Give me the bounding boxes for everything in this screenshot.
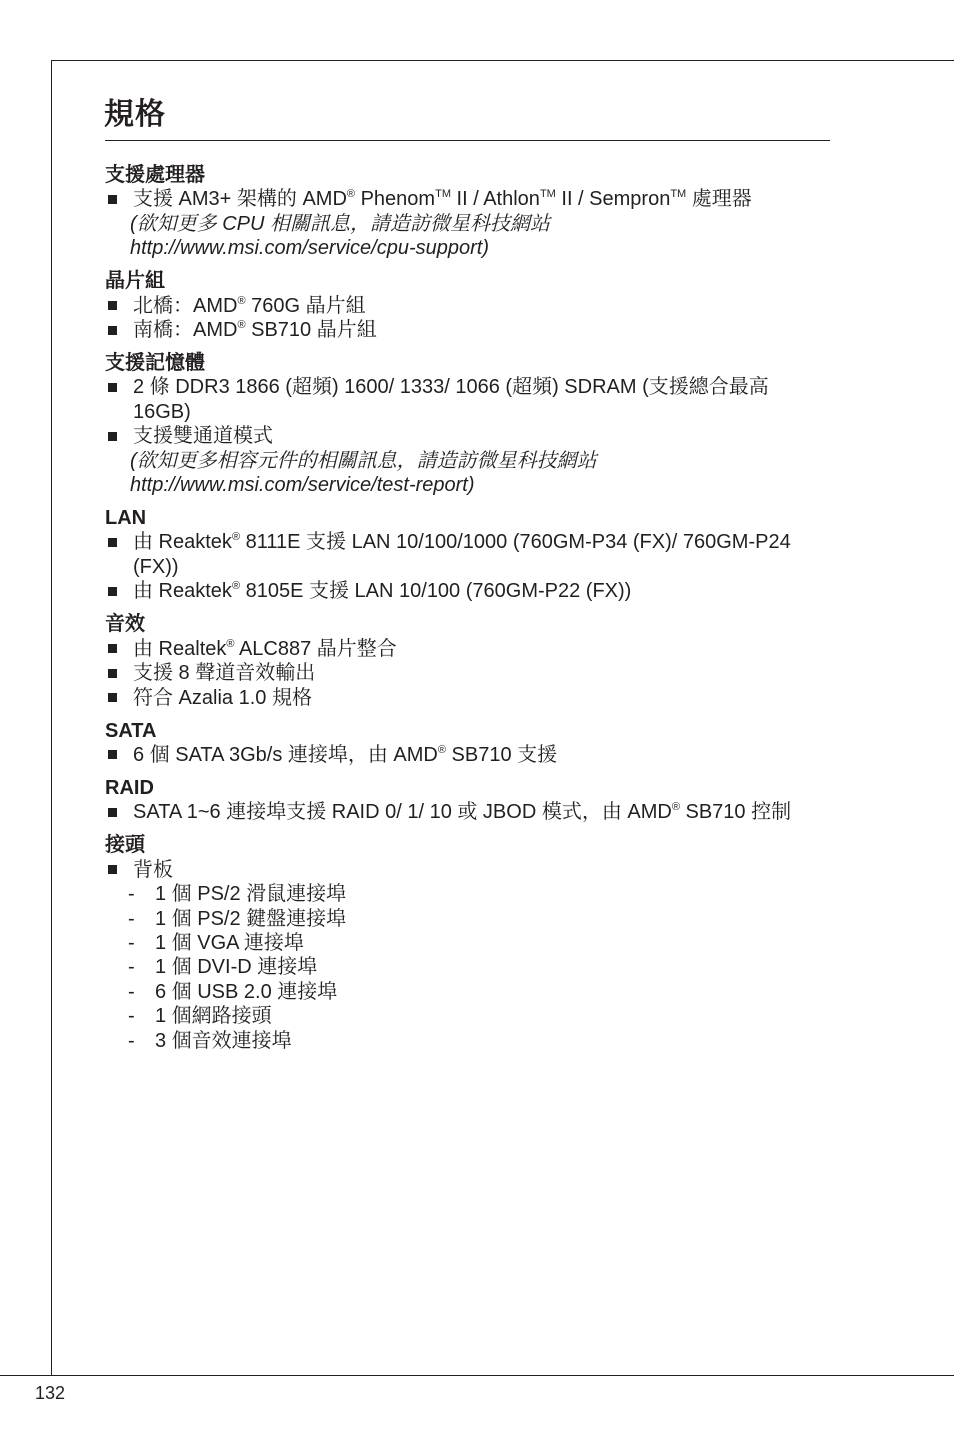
list-item-continuation: 16GB) xyxy=(133,400,191,423)
item-text: 北橋：AMD xyxy=(133,294,238,317)
section-heading: 支援記憶體 xyxy=(105,352,205,375)
section-heading: 接頭 xyxy=(105,834,145,857)
item-text: II / Athlon xyxy=(450,188,540,211)
sub-item-dvi-d: - 1 個 DVI-D 連接埠 xyxy=(105,955,830,979)
item-text: 南橋：AMD xyxy=(133,319,238,342)
spec-content xyxy=(105,163,830,1053)
list-item-cpu-support xyxy=(105,187,830,211)
frame-bottom-line xyxy=(0,1375,954,1376)
page-number: 132 xyxy=(35,1383,66,1403)
registered-mark: ® xyxy=(237,319,246,332)
item-text: Phenom xyxy=(355,188,436,211)
registered-mark: ® xyxy=(437,743,446,756)
sub-item-ps2-keyboard: - 1 個 PS/2 鍵盤連接埠 xyxy=(105,907,830,931)
section-heading: RAID xyxy=(105,776,154,799)
trademark-mark: TM xyxy=(539,188,556,201)
trademark-mark: TM xyxy=(435,188,451,201)
section-heading: 音效 xyxy=(105,613,145,636)
list-item-continuation: (FX)) xyxy=(133,555,179,578)
sub-item-ps2-mouse: - 1 個 PS/2 滑鼠連接埠 xyxy=(105,882,830,906)
registered-mark: ® xyxy=(231,580,241,593)
list-item-back-panel: 背板 xyxy=(105,858,830,882)
registered-mark: ® xyxy=(237,294,246,307)
item-text: SB710 晶片組 xyxy=(245,319,377,342)
registered-mark: ® xyxy=(346,188,356,201)
list-item-dual-channel: 支援雙通道模式 xyxy=(105,424,830,448)
item-text: 由 Reaktek xyxy=(133,580,232,603)
note-text: (欲知更多相容元件的相關訊息，請造訪微星科技網站 xyxy=(130,449,597,472)
item-text: II / Sempron xyxy=(555,188,671,211)
item-text: 處理器 xyxy=(686,188,752,211)
section-heading: 晶片組 xyxy=(105,270,165,293)
list-item-alc887 xyxy=(105,637,830,661)
item-text: SB710 支援 xyxy=(445,743,558,766)
page-title: 規格 xyxy=(104,98,166,131)
section-heading: 支援處理器 xyxy=(105,164,205,186)
frame-left-line xyxy=(51,60,52,1375)
sub-item-vga: - 1 個 VGA 連接埠 xyxy=(105,931,830,955)
item-text: 6 個 SATA 3Gb/s 連接埠，由 AMD xyxy=(133,743,438,766)
section-raid xyxy=(105,776,830,825)
sub-item-usb: - 6 個 USB 2.0 連接埠 xyxy=(105,980,830,1004)
note-url: http://www.msi.com/service/test-report) xyxy=(130,474,475,497)
section-heading: SATA xyxy=(105,719,157,742)
item-text: 8111E 支援 LAN 10/100/1000 (760GM-P34 (FX)/ 760GM-P24 xyxy=(240,531,791,554)
section-cpu xyxy=(105,163,830,261)
item-text: 760G 晶片組 xyxy=(245,294,366,317)
list-item-raid-modes xyxy=(105,800,830,824)
registered-mark: ® xyxy=(671,801,680,814)
sub-item-lan-jack: - 1 個網路接頭 xyxy=(105,1004,830,1028)
section-heading: LAN xyxy=(105,507,147,530)
list-item-lan-8111e xyxy=(105,530,830,554)
section-chipset xyxy=(105,269,830,342)
item-text: SB710 控制 xyxy=(679,801,792,824)
trademark-mark: TM xyxy=(670,188,687,201)
section-lan xyxy=(105,506,830,604)
list-item-8-channel: 支援 8 聲道音效輸出 xyxy=(105,661,830,685)
item-text: SATA 1~6 連接埠支援 RAID 0/ 1/ 10 或 JBOD 模式，由 AMD xyxy=(133,801,672,824)
list-item-azalia: 符合 Azalia 1.0 規格 xyxy=(105,686,830,710)
item-text: 支援 AM3+ 架構的 AMD xyxy=(133,188,347,211)
section-sata xyxy=(105,719,830,768)
item-text: 由 Reaktek xyxy=(133,531,232,554)
title-underline xyxy=(105,140,830,141)
section-memory xyxy=(105,351,830,497)
note-url: http://www.msi.com/service/cpu-support) xyxy=(130,237,489,260)
registered-mark: ® xyxy=(231,531,241,544)
registered-mark: ® xyxy=(226,637,235,650)
list-item-lan-8105e xyxy=(105,579,830,603)
list-item-southbridge xyxy=(105,318,830,342)
note-text: (欲知更多 CPU 相關訊息，請造訪微星科技網站 xyxy=(130,212,550,235)
section-connectors xyxy=(105,833,830,1053)
list-item-sata-ports xyxy=(105,743,830,767)
item-text: 8105E 支援 LAN 10/100 (760GM-P22 (FX)) xyxy=(240,580,632,603)
item-text: ALC887 晶片整合 xyxy=(234,637,397,660)
list-item-ddr3: 2 條 DDR3 1866 (超頻) 1600/ 1333/ 1066 (超頻) SDRAM (支援總合最高 xyxy=(105,375,830,399)
sub-item-audio-jacks: - 3 個音效連接埠 xyxy=(105,1029,830,1053)
item-text: 由 Realtek xyxy=(133,637,227,660)
frame-top-line xyxy=(51,60,954,61)
list-item-northbridge xyxy=(105,294,830,318)
section-audio xyxy=(105,612,830,710)
